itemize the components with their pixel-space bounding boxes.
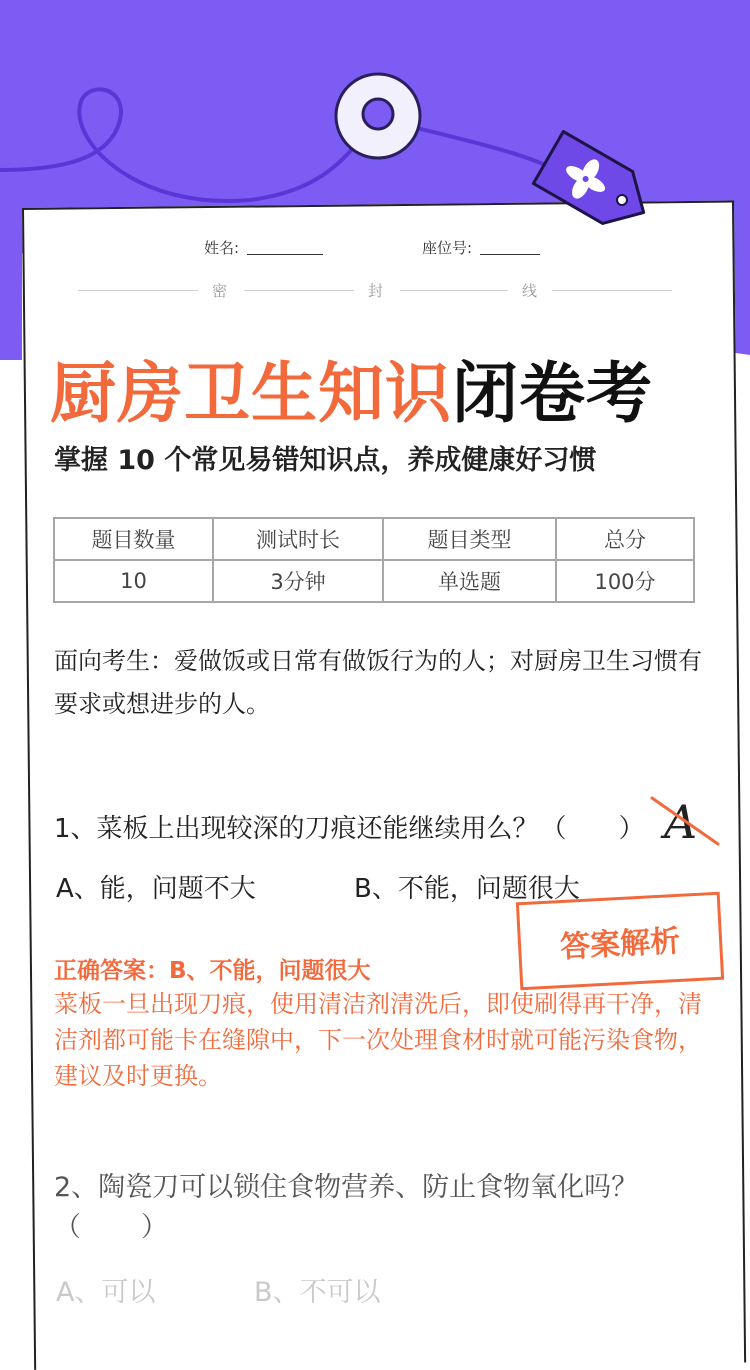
question-2-options	[56, 1270, 381, 1309]
correct-answer: 正确答案：B、不能，问题很大	[54, 958, 371, 984]
header-cell: 测试时长	[213, 518, 383, 560]
seal-char-mi: 密	[212, 282, 228, 300]
handwritten-answer	[648, 788, 728, 848]
value-cell: 3分钟	[213, 560, 383, 602]
question-1	[54, 808, 645, 845]
question-2-text: 2、陶瓷刀可以锁住食物营养、防止食物氧化吗？	[54, 1172, 639, 1203]
seal-dash	[78, 290, 198, 291]
page-title	[50, 340, 653, 435]
option-b[interactable]: B、不能，问题很大	[354, 874, 580, 904]
header-cell: 题目数量	[54, 518, 213, 560]
seal-dash	[552, 290, 672, 291]
option-a[interactable]: A、可以	[56, 1277, 156, 1308]
seal-char-xian: 线	[522, 282, 538, 300]
name-field[interactable]	[204, 237, 323, 258]
table-header-row	[54, 518, 694, 560]
paren-close: ）	[618, 814, 645, 844]
question-2	[54, 1168, 744, 1248]
value-cell: 单选题	[383, 560, 556, 602]
subtitle: 掌握 10 个常见易错知识点，养成健康好习惯	[54, 445, 597, 476]
option-a[interactable]: A、能，问题不大	[56, 874, 256, 904]
seal-char-feng: 封	[368, 282, 384, 300]
info-table	[53, 517, 695, 603]
handwritten-answer-text: A	[664, 795, 698, 848]
name-blank[interactable]	[247, 254, 323, 255]
table-row	[54, 560, 694, 602]
explanation: 菜板一旦出现刀痕，使用清洁剂清洗后，即使刷得再干净，清洁剂都可能卡在缝隙中，下一次处理食材时就可能污染食物，建议及时更换。	[54, 990, 702, 1090]
question-1-text: 1、菜板上出现较深的刀痕还能继续用么？	[54, 814, 539, 844]
option-b[interactable]: B、不可以	[254, 1277, 381, 1308]
title-orange: 厨房卫生知识	[50, 355, 452, 432]
value-cell: 100分	[556, 560, 694, 602]
audience-text: 面向考生：爱做饭或日常有做饭行为的人；对厨房卫生习惯有要求或想进步的人。	[54, 647, 702, 718]
seal-dash	[400, 290, 508, 291]
paren-open: （	[540, 814, 567, 844]
answer-analysis-stamp: 答案解析	[516, 892, 724, 991]
value-cell: 10	[54, 560, 213, 602]
question-1-options	[56, 868, 580, 905]
seat-label: 座位号:	[422, 239, 473, 257]
header-cell: 题目类型	[383, 518, 556, 560]
seat-blank[interactable]	[480, 254, 540, 255]
seat-field[interactable]	[422, 237, 540, 258]
name-label: 姓名:	[204, 239, 240, 257]
title-black: 闭卷考	[452, 355, 653, 432]
paren-open: （	[54, 1212, 81, 1243]
header-cell: 总分	[556, 518, 694, 560]
seal-dash	[244, 290, 354, 291]
paren-close: ）	[141, 1212, 168, 1243]
